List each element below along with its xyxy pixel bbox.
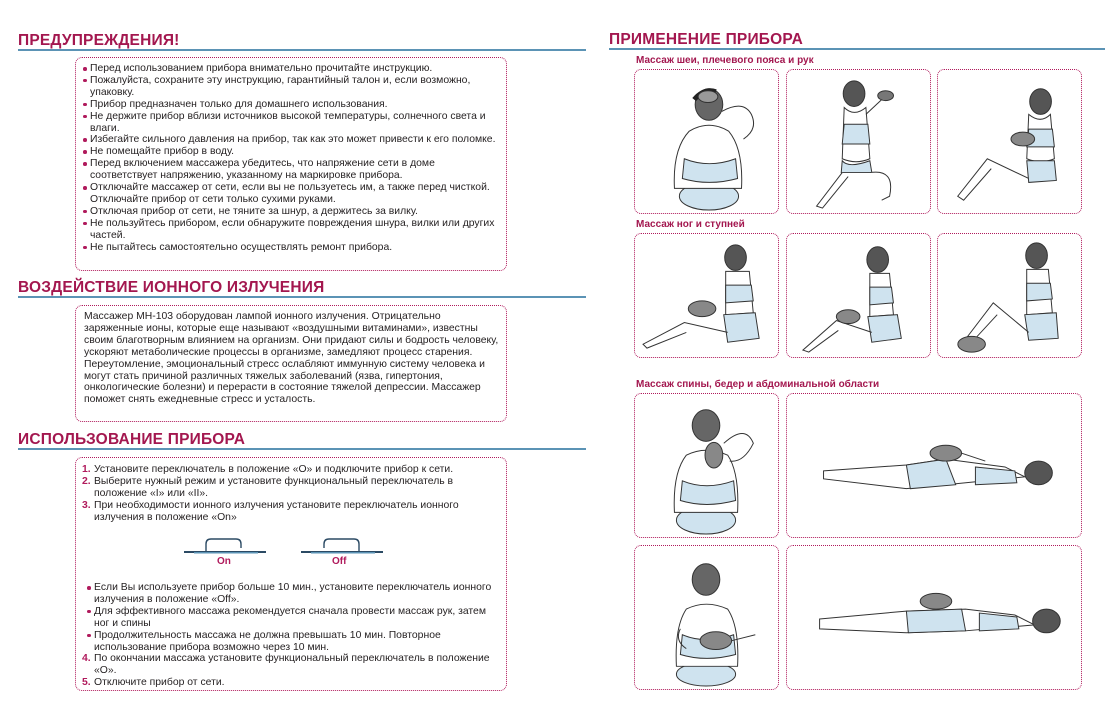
warning-item: Не пользуйтесь прибором, если обнаружите повреждения шнура, вилки или других частей. xyxy=(82,218,500,242)
switch-off-label: Off xyxy=(332,556,347,567)
application-heading: ПРИМЕНЕНИЕ ПРИБОРА xyxy=(609,31,803,48)
ion-heading: ВОЗДЕЙСТВИЕ ИОННОГО ИЗЛУЧЕНИЯ xyxy=(18,279,325,296)
usage-step-5: 5. Отключите прибор от сети. xyxy=(82,677,225,689)
warnings-list xyxy=(82,63,500,254)
usage-bullet-3: Продолжительность массажа не должна превышать 10 мин. Повторное использование прибора возможно через 10 мин. xyxy=(82,630,502,654)
warning-item: Отключая прибор от сети, не тяните за шнур, а держитесь за вилку. xyxy=(82,206,500,218)
usage-bullet-2: Для эффективного массажа рекомендуется сначала провести массаж рук, затем ног и спины xyxy=(82,606,502,630)
warning-item: Перед использованием прибора внимательно прочитайте инструкцию. xyxy=(82,63,500,75)
warnings-box xyxy=(75,57,507,271)
switch-on-icon xyxy=(184,539,266,554)
legs-section-label: Массаж ног и ступней xyxy=(636,219,745,230)
application-rule xyxy=(609,48,1105,50)
warnings-heading: ПРЕДУПРЕЖДЕНИЯ! xyxy=(18,32,180,49)
usage-box xyxy=(75,457,507,691)
usage-step-2: 2. Выберите нужный режим и установите функциональный переключатель в положение «I» или «II». xyxy=(82,475,454,499)
back-illustration-2 xyxy=(786,393,1082,538)
usage-steps-top xyxy=(82,464,502,524)
usage-step-1: 1. Установите переключатель в положение «O» и подключите прибор к сети. xyxy=(82,464,454,475)
ion-paragraph-2: Переутомление, эмоциональный стресс ослабляют иммунную систему человека и могут стать причиной различных тяжелых заболеваний (язва, гипертония, онкологические болезни) и перерасти в состояние тяжелой депрессии. Массажер поможет снять ежедневные стресс и усталость. xyxy=(84,358,485,406)
ion-box xyxy=(75,305,507,422)
back-illustration-4 xyxy=(786,545,1082,690)
switch-off-icon xyxy=(301,539,383,554)
ion-switch-diagram xyxy=(176,530,396,570)
neck-illustration-1 xyxy=(634,69,779,214)
warnings-rule xyxy=(18,49,586,51)
usage-steps-bottom xyxy=(82,582,502,689)
warning-item: Не помещайте прибор в воду. xyxy=(82,146,500,158)
neck-section-label: Массаж шеи, плечевого пояса и рук xyxy=(636,55,814,66)
legs-illustration-3 xyxy=(937,233,1082,358)
warning-item: Отключайте массажер от сети, если вы не пользуетесь им, а также перед чисткой. Отключайте прибор от сети только сухими руками. xyxy=(82,182,500,206)
warning-item: Перед включением массажера убедитесь, что напряжение сети в доме соответствует напряжению, указанному на маркировке прибора. xyxy=(82,158,500,182)
legs-illustration-1 xyxy=(634,233,779,358)
back-illustration-3 xyxy=(634,545,779,690)
usage-rule xyxy=(18,448,586,450)
warning-item: Избегайте сильного давления на прибор, так как это может привести к его поломке. xyxy=(82,134,500,146)
usage-step-4: 4. По окончании массажа установите функциональный переключатель в положение «O». xyxy=(82,653,490,677)
warning-item: Не пытайтесь самостоятельно осуществлять ремонт прибора. xyxy=(82,242,500,254)
legs-illustration-2 xyxy=(786,233,931,358)
warning-item: Пожалуйста, сохраните эту инструкцию, гарантийный талон и, если возможно, упаковку. xyxy=(82,75,500,99)
usage-heading: ИСПОЛЬЗОВАНИЕ ПРИБОРА xyxy=(18,431,246,448)
neck-illustration-3 xyxy=(937,69,1082,214)
back-illustration-1 xyxy=(634,393,779,538)
ion-rule xyxy=(18,296,586,298)
ion-text xyxy=(84,311,502,406)
switch-on-label: On xyxy=(217,556,231,567)
warning-item: Не держите прибор вблизи источников высокой температуры, солнечного света и влаги. xyxy=(82,111,500,135)
warning-item: Прибор предназначен только для домашнего использования. xyxy=(82,99,500,111)
neck-illustration-2 xyxy=(786,69,931,214)
back-section-label: Массаж спины, бедер и абдоминальной области xyxy=(636,379,880,390)
ion-paragraph-1: Массажер МН-103 оборудован лампой ионного излучения. Отрицательно заряженные ионы, которые еще называют «воздушными витаминами», известны своим благотворным влиянием на организм. Они придают силы и бодрость человеку, ускоряют метаболические процессы в организме, замедляют процесс старения. xyxy=(84,311,499,358)
usage-bullet-1: Если Вы используете прибор больше 10 мин., установите переключатель ионного излучения в положение «Off». xyxy=(82,582,502,606)
usage-step-3: 3. При необходимости ионного излучения установите переключатель ионного излучения в положение «On» xyxy=(82,499,459,523)
